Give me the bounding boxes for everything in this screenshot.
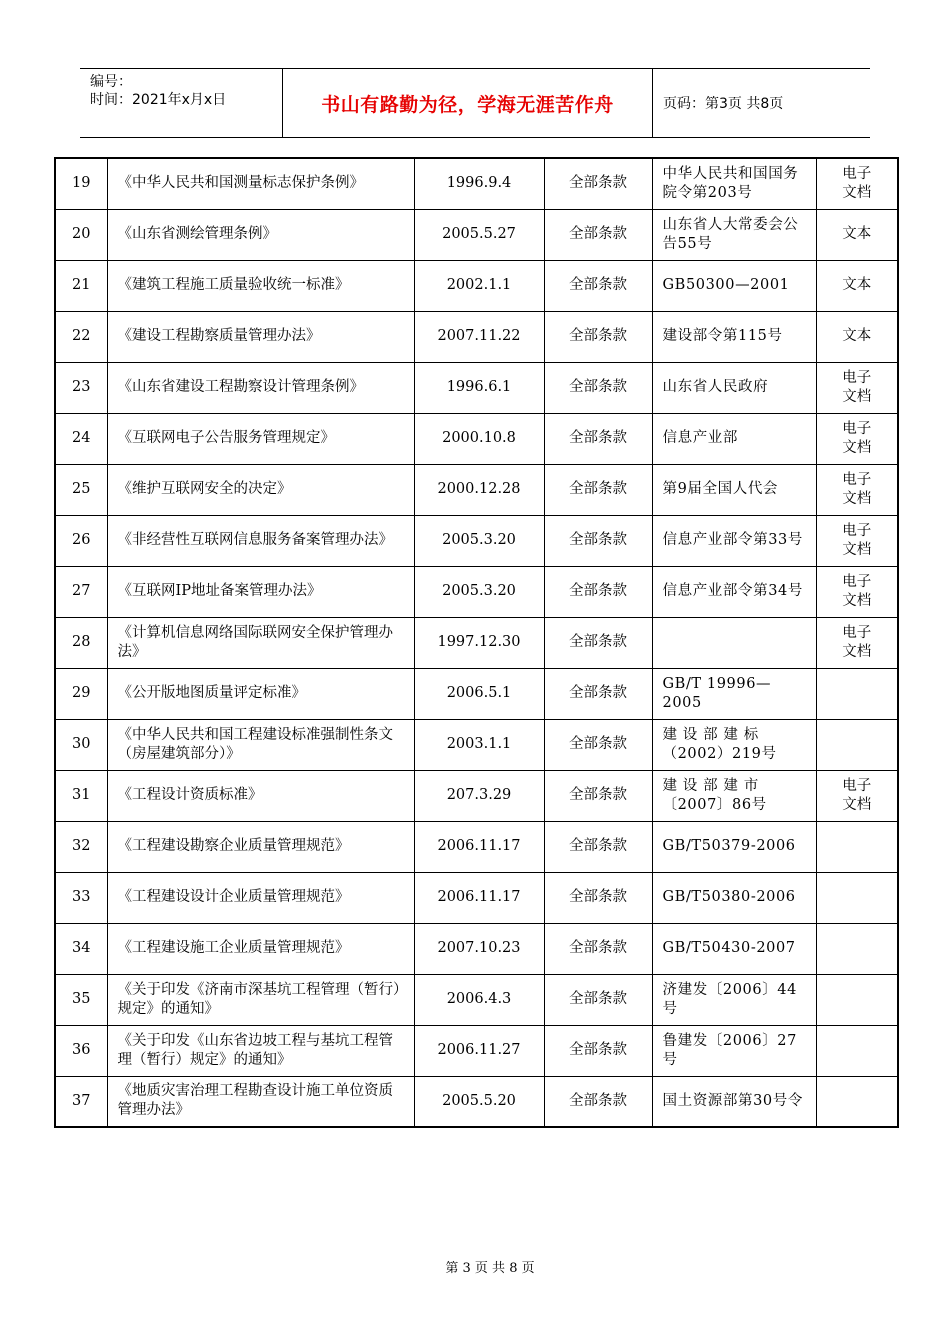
applicable-scope-cell: 全部条款	[544, 923, 652, 974]
regulation-title-cell: 《计算机信息网络国际联网安全保护管理办法》	[107, 617, 414, 668]
effective-date-cell: 2005.5.20	[414, 1076, 544, 1127]
table-row	[55, 260, 898, 311]
issuing-source-cell: 鲁建发〔2006〕27号	[652, 1025, 816, 1076]
document-type-cell: 电子 文档	[816, 770, 898, 821]
issuing-source-cell	[652, 617, 816, 668]
regulation-title-cell: 《公开版地图质量评定标准》	[107, 668, 414, 719]
document-type-cell: 电子 文档	[816, 362, 898, 413]
applicable-scope-cell: 全部条款	[544, 1025, 652, 1076]
header-slogan: 书山有路勤为径，学海无涯苦作舟	[283, 69, 653, 137]
row-number-cell: 20	[55, 209, 107, 260]
document-type-cell	[816, 821, 898, 872]
applicable-scope-cell: 全部条款	[544, 821, 652, 872]
issuing-source-cell: 山东省人民政府	[652, 362, 816, 413]
effective-date-cell: 2005.3.20	[414, 515, 544, 566]
regulation-title-cell: 《工程建设设计企业质量管理规范》	[107, 872, 414, 923]
document-type-cell: 电子 文档	[816, 566, 898, 617]
table-row	[55, 821, 898, 872]
applicable-scope-cell: 全部条款	[544, 668, 652, 719]
issuing-source-cell: GB/T50380-2006	[652, 872, 816, 923]
issuing-source-cell: 信息产业部	[652, 413, 816, 464]
row-number-cell: 19	[55, 158, 107, 209]
applicable-scope-cell: 全部条款	[544, 413, 652, 464]
time-label: 时间：2021年x月x日	[90, 92, 227, 108]
applicable-scope-cell: 全部条款	[544, 1076, 652, 1127]
regulation-title-cell: 《关于印发《山东省边坡工程与基坑工程管理（暂行）规定》的通知》	[107, 1025, 414, 1076]
row-number-cell: 29	[55, 668, 107, 719]
table-row	[55, 668, 898, 719]
regulation-title-cell: 《非经营性互联网信息服务备案管理办法》	[107, 515, 414, 566]
row-number-cell: 24	[55, 413, 107, 464]
table-row	[55, 974, 898, 1025]
effective-date-cell: 2000.12.28	[414, 464, 544, 515]
row-number-cell: 35	[55, 974, 107, 1025]
row-number-cell: 23	[55, 362, 107, 413]
issuing-source-cell: GB/T50430-2007	[652, 923, 816, 974]
regulation-title-cell: 《建筑工程施工质量验收统一标准》	[107, 260, 414, 311]
row-number-cell: 25	[55, 464, 107, 515]
row-number-cell: 37	[55, 1076, 107, 1127]
document-header	[80, 68, 870, 138]
row-number-cell: 34	[55, 923, 107, 974]
issuing-source-cell: 信息产业部令第33号	[652, 515, 816, 566]
table-row	[55, 1076, 898, 1127]
table-row	[55, 770, 898, 821]
regulation-title-cell: 《建设工程勘察质量管理办法》	[107, 311, 414, 362]
applicable-scope-cell: 全部条款	[544, 209, 652, 260]
applicable-scope-cell: 全部条款	[544, 974, 652, 1025]
applicable-scope-cell: 全部条款	[544, 566, 652, 617]
applicable-scope-cell: 全部条款	[544, 719, 652, 770]
regulation-title-cell: 《中华人民共和国工程建设标准强制性条文（房屋建筑部分）》	[107, 719, 414, 770]
document-type-cell	[816, 974, 898, 1025]
applicable-scope-cell: 全部条款	[544, 872, 652, 923]
effective-date-cell: 2000.10.8	[414, 413, 544, 464]
document-type-cell: 电子 文档	[816, 464, 898, 515]
issuing-source-cell: 济建发〔2006〕44号	[652, 974, 816, 1025]
issuing-source-cell: GB/T50379-2006	[652, 821, 816, 872]
document-type-cell	[816, 1025, 898, 1076]
row-number-cell: 36	[55, 1025, 107, 1076]
document-type-cell: 电子 文档	[816, 617, 898, 668]
document-type-cell: 文本	[816, 311, 898, 362]
document-type-cell	[816, 923, 898, 974]
effective-date-cell: 2005.3.20	[414, 566, 544, 617]
applicable-scope-cell: 全部条款	[544, 362, 652, 413]
regulation-title-cell: 《关于印发《济南市深基坑工程管理（暂行）规定》的通知》	[107, 974, 414, 1025]
row-number-cell: 27	[55, 566, 107, 617]
regulation-title-cell: 《工程建设施工企业质量管理规范》	[107, 923, 414, 974]
row-number-cell: 31	[55, 770, 107, 821]
document-type-cell: 电子 文档	[816, 515, 898, 566]
regulation-title-cell: 《山东省测绘管理条例》	[107, 209, 414, 260]
effective-date-cell: 207.3.29	[414, 770, 544, 821]
effective-date-cell: 2007.10.23	[414, 923, 544, 974]
row-number-cell: 21	[55, 260, 107, 311]
table-row	[55, 1025, 898, 1076]
regulations-table	[54, 157, 899, 1128]
row-number-cell: 33	[55, 872, 107, 923]
table-row	[55, 362, 898, 413]
applicable-scope-cell: 全部条款	[544, 617, 652, 668]
effective-date-cell: 2002.1.1	[414, 260, 544, 311]
effective-date-cell: 1996.9.4	[414, 158, 544, 209]
regulation-title-cell: 《互联网IP地址备案管理办法》	[107, 566, 414, 617]
table-row	[55, 719, 898, 770]
issuing-source-cell: 建 设 部 建 市〔2007〕86号	[652, 770, 816, 821]
issuing-source-cell: 信息产业部令第34号	[652, 566, 816, 617]
effective-date-cell: 2007.11.22	[414, 311, 544, 362]
issuing-source-cell: 山东省人大常委会公告55号	[652, 209, 816, 260]
document-type-cell	[816, 1076, 898, 1127]
row-number-cell: 32	[55, 821, 107, 872]
issuing-source-cell: 建 设 部 建 标（2002）219号	[652, 719, 816, 770]
table-row	[55, 464, 898, 515]
effective-date-cell: 2005.5.27	[414, 209, 544, 260]
regulation-title-cell: 《中华人民共和国测量标志保护条例》	[107, 158, 414, 209]
effective-date-cell: 2006.4.3	[414, 974, 544, 1025]
table-row	[55, 617, 898, 668]
document-type-cell: 文本	[816, 260, 898, 311]
issuing-source-cell: GB50300—2001	[652, 260, 816, 311]
regulation-title-cell: 《地质灾害治理工程勘查设计施工单位资质管理办法》	[107, 1076, 414, 1127]
regulation-title-cell: 《工程建设勘察企业质量管理规范》	[107, 821, 414, 872]
document-type-cell: 电子 文档	[816, 158, 898, 209]
applicable-scope-cell: 全部条款	[544, 464, 652, 515]
header-info-cell	[80, 69, 283, 137]
issuing-source-cell: 国土资源部第30号令	[652, 1076, 816, 1127]
page-footer: 第 3 页 共 8 页	[445, 1261, 535, 1276]
document-type-cell	[816, 668, 898, 719]
regulation-title-cell: 《互联网电子公告服务管理规定》	[107, 413, 414, 464]
table-row	[55, 158, 898, 209]
row-number-cell: 30	[55, 719, 107, 770]
table-row	[55, 872, 898, 923]
row-number-cell: 28	[55, 617, 107, 668]
header-page-label: 页码：第3页 共8页	[663, 96, 784, 112]
applicable-scope-cell: 全部条款	[544, 158, 652, 209]
table-row	[55, 515, 898, 566]
issuing-source-cell: 第9届全国人代会	[652, 464, 816, 515]
table-row	[55, 209, 898, 260]
applicable-scope-cell: 全部条款	[544, 260, 652, 311]
effective-date-cell: 1996.6.1	[414, 362, 544, 413]
document-type-cell: 文本	[816, 209, 898, 260]
issuing-source-cell: 建设部令第115号	[652, 311, 816, 362]
document-type-cell	[816, 719, 898, 770]
applicable-scope-cell: 全部条款	[544, 770, 652, 821]
regulation-title-cell: 《工程设计资质标准》	[107, 770, 414, 821]
row-number-cell: 22	[55, 311, 107, 362]
table-row	[55, 923, 898, 974]
effective-date-cell: 2003.1.1	[414, 719, 544, 770]
row-number-cell: 26	[55, 515, 107, 566]
applicable-scope-cell: 全部条款	[544, 311, 652, 362]
effective-date-cell: 2006.11.17	[414, 821, 544, 872]
effective-date-cell: 2006.11.27	[414, 1025, 544, 1076]
table-row	[55, 311, 898, 362]
doc-number-label: 编号：	[90, 74, 132, 90]
regulations-table-body	[55, 158, 898, 1127]
document-type-cell	[816, 872, 898, 923]
effective-date-cell: 2006.5.1	[414, 668, 544, 719]
effective-date-cell: 2006.11.17	[414, 872, 544, 923]
issuing-source-cell: GB/T 19996—2005	[652, 668, 816, 719]
issuing-source-cell: 中华人民共和国国务院令第203号	[652, 158, 816, 209]
applicable-scope-cell: 全部条款	[544, 515, 652, 566]
document-type-cell: 电子 文档	[816, 413, 898, 464]
regulation-title-cell: 《山东省建设工程勘察设计管理条例》	[107, 362, 414, 413]
effective-date-cell: 1997.12.30	[414, 617, 544, 668]
table-row	[55, 413, 898, 464]
regulation-title-cell: 《维护互联网安全的决定》	[107, 464, 414, 515]
table-row	[55, 566, 898, 617]
